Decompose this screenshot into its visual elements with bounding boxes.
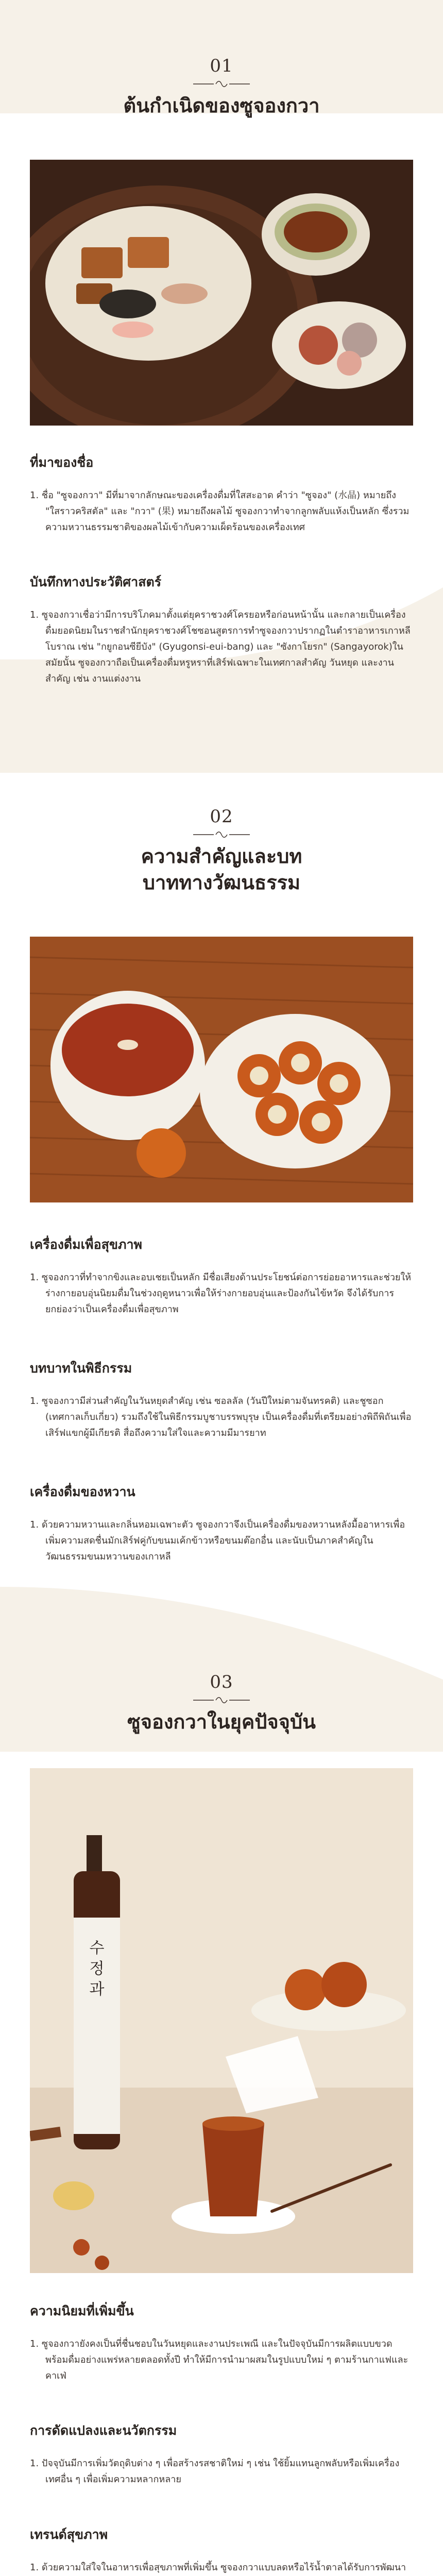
- block-heading: ที่มาของชื่อ: [30, 455, 94, 470]
- section-number: 02: [210, 806, 233, 827]
- section-title: ต้นกำเนิดของซูจองกวา: [123, 94, 320, 117]
- block-adaptation-innovation: [30, 2420, 413, 2487]
- block-heading: เครื่องดื่มของหวาน: [30, 1484, 135, 1499]
- block-ritual-role: [30, 1358, 413, 1441]
- block-health-drink: [30, 1234, 413, 1317]
- photo-sujeonggwa-bowl-and-persimmon: [30, 937, 413, 1202]
- block-text: 1. ซูจองกวาเชื่อว่ามีการบริโภคมาตั้งแต่ยุคราชวงศ์โครยอหรือก่อนหน้านั้น และกลายเป็นเครื่องดื่มยอดนิยมในราชสำนักยุคราชวงศ์โชซอนสูตรการทำซูจองกวาปรากฏในตำราอาหารเกาหลีโบราณ เช่น "กยูกอนซียีบัง" (Gyugonsi-eui-bang) และ "ซังกาโยรก" (Sangayorok)ในสมัยนั้น ซูจองกวาถือเป็นเครื่องดื่มหรูหราที่เสิร์ฟเฉพาะในเทศกาลสำคัญ วันหยุด และงานสำคัญ เช่น งานแต่งงาน: [30, 609, 411, 684]
- section-title: ความสำคัญและบท บาททางวัฒนธรรม: [141, 845, 302, 894]
- photo-traditional-tea-set: [30, 160, 413, 426]
- block-text: 1. ซูจองกวาที่ทำจากขิงและอบเชยเป็นหลัก มีชื่อเสียงด้านประโยชน์ต่อการย่อยอาหารและช่วยให้ร่างกายอบอุ่นนิยมดื่มในช่วงฤดูหนาวเพื่อให้ร่างกายอบอุ่นและป้องกันไข้หวัด จึงได้รับการยกย่องว่าเป็นเครื่องดื่มเพื่อสุขภาพ: [30, 1272, 412, 1315]
- block-health-trend: [30, 2524, 413, 2576]
- section-03-header: [0, 1672, 443, 1735]
- block-name-origin: [30, 452, 413, 535]
- ornament-divider-icon: [193, 1696, 250, 1705]
- block-dessert-drink: [30, 1482, 413, 1565]
- block-text: 1. ซูจองกวามีส่วนสำคัญในวันหยุดสำคัญ เช่น ซอลลัล (วันปีใหม่ตามจันทรคติ) และชูซอก (เทศกาลเก็บเกี่ยว) รวมถึงใช้ในพิธีกรรมบูชาบรรพบุรุษ เป็นเครื่องดื่มที่เตรียมอย่างพิถีพิถันเพื่อเสิร์ฟแขกผู้มีเกียรติ สื่อถึงความใส่ใจและความมีมารยาท: [30, 1396, 412, 1438]
- block-text: 1. ชื่อ "ซูจองกวา" มีที่มาจากลักษณะของเครื่องดื่มที่ใสสะอาด คำว่า "ซูจอง" (水晶) หมายถึง "ใสราวคริสตัล" และ "กวา" (果) หมายถึงผลไม้ ซูจองกวาทำจากลูกพลับแห้งเป็นหลัก ซึ่งรวมความหวานธรรมชาติของผลไม้เข้ากับความเผ็ดร้อนของเครื่องเทศ: [30, 490, 410, 533]
- block-text: 1. ด้วยความหวานและกลิ่นหอมเฉพาะตัว ซูจองกวาจึงเป็นเครื่องดื่มของหวานหลังมื้ออาหารเพื่อเพิ่มความสดชื่นมักเสิร์ฟคู่กับขนมเค้กข้าวหรือขนมต๊อกอื่น และนับเป็นภาคสำคัญในวัฒนธรรมขนมหวานของเกาหลี: [30, 1519, 405, 1562]
- block-text: 1. ซูจองกวายังคงเป็นที่ชื่นชอบในวันหยุดและงานประเพณี และในปัจจุบันมีการผลิตแบบขวดพร้อมดื่มอย่างแพร่หลายตลอดทั้งปี ทำให้มีการนำมาผสมในรูปแบบใหม่ ๆ ตามร้านกาแฟและคาเฟ่: [30, 2338, 408, 2381]
- block-rising-popularity: [30, 2301, 413, 2384]
- ornament-divider-icon: [193, 830, 250, 839]
- section-02-header: [0, 806, 443, 896]
- photo-bottled-sujeonggwa: [30, 1768, 413, 2273]
- ornament-divider-icon: [193, 79, 250, 89]
- block-text: 1. ปัจจุบันมีการเพิ่มวัตถุดิบต่าง ๆ เพื่อสร้างรสชาติใหม่ ๆ เช่น ใช้ยิ้มแทนลูกพลับหรือเพิ่มเครื่องเทศอื่น ๆ เพื่อเพิ่มความหลากหลาย: [30, 2458, 400, 2485]
- block-heading: การดัดแปลงและนวัตกรรม: [30, 2423, 177, 2438]
- section-title: ซูจองกวาในยุคปัจจุบัน: [127, 1710, 316, 1733]
- block-heading: บันทึกทางประวัติศาสตร์: [30, 574, 162, 589]
- section-number: 03: [210, 1672, 233, 1692]
- section-number: 01: [210, 56, 233, 76]
- bottle-label-text: 수정과: [89, 1939, 105, 1998]
- block-heading: เทรนด์สุขภาพ: [30, 2527, 108, 2542]
- block-heading: เครื่องดื่มเพื่อสุขภาพ: [30, 1237, 143, 1252]
- block-heading: ความนิยมที่เพิ่มขึ้น: [30, 2303, 134, 2318]
- section-01-header: [0, 56, 443, 119]
- section-03-curve-decoration: [0, 1587, 443, 1680]
- block-heading: บทบาทในพิธีกรรม: [30, 1361, 132, 1376]
- block-historical-record: [30, 572, 413, 687]
- block-text: 1. ด้วยความใส่ใจในอาหารเพื่อสุขภาพที่เพิ่มขึ้น ซูจองกวาแบบลดหรือไร้น้ำตาลได้รับการพัฒนา: [30, 2562, 406, 2573]
